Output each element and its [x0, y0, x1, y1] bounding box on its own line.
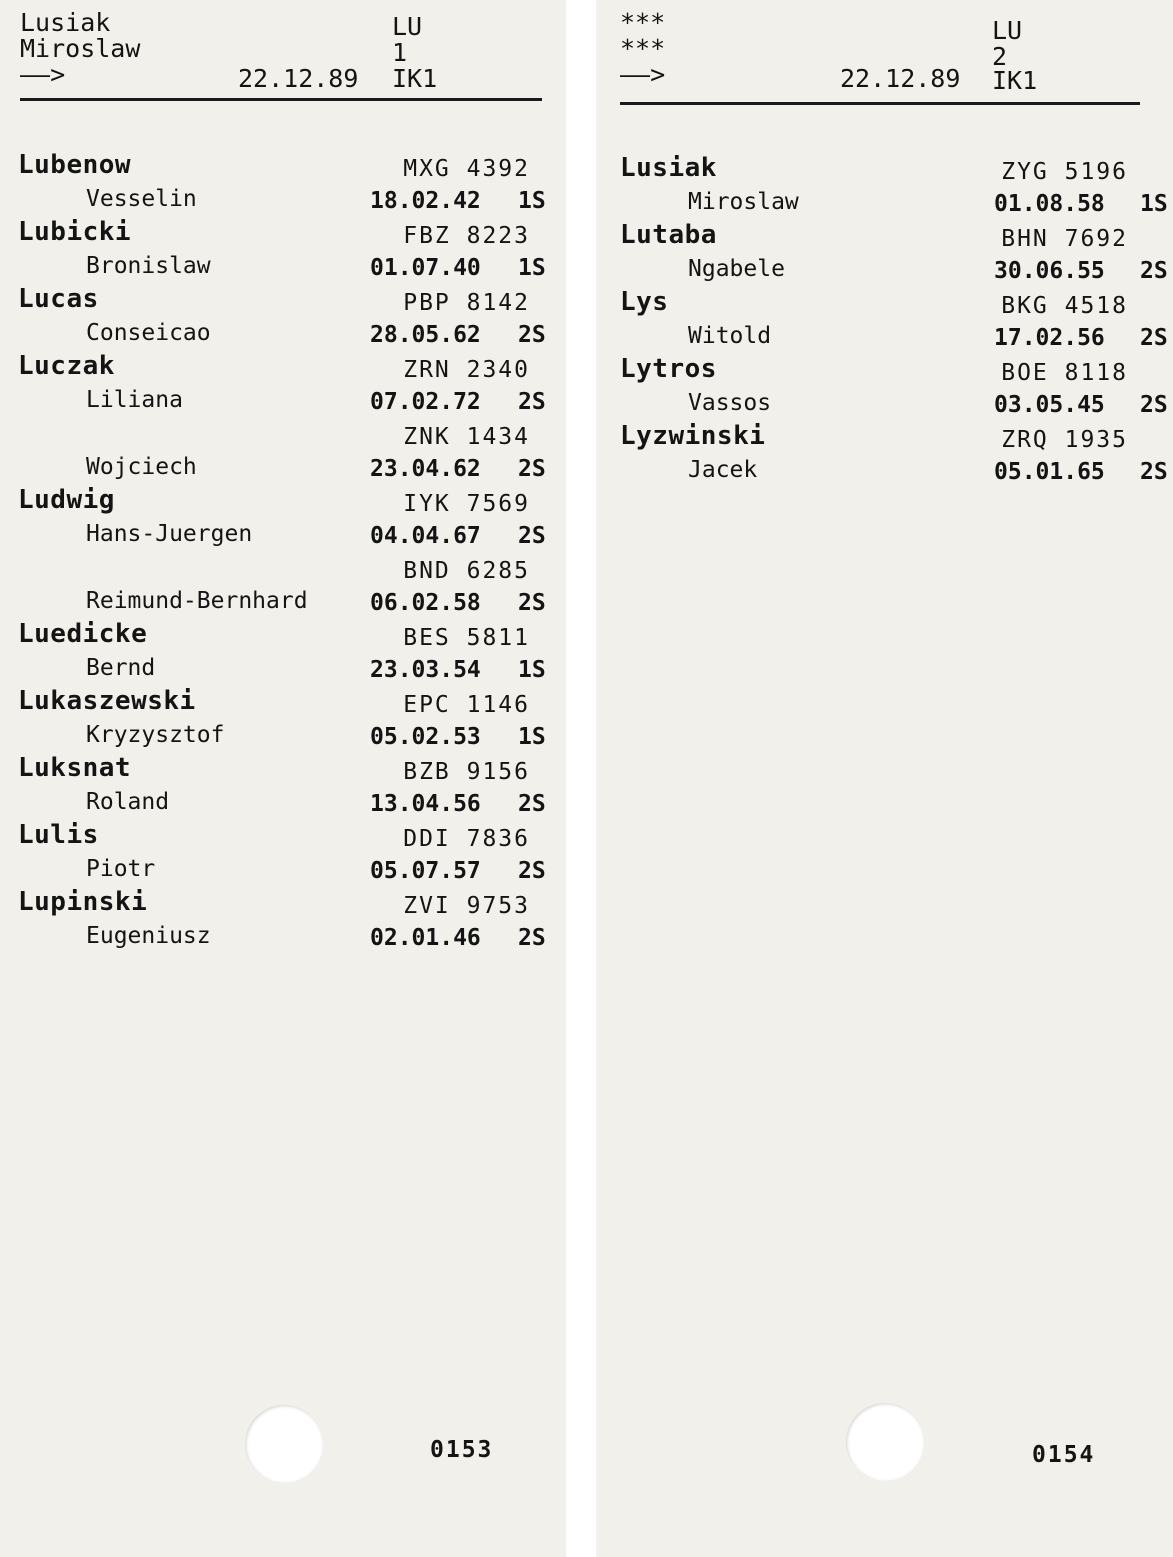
given-name: Witold [688, 323, 772, 349]
surname: Lupinski [18, 887, 148, 917]
page-number: 0153 [430, 1437, 494, 1463]
record-code: BHN 7692 [1001, 226, 1128, 252]
list-item [620, 421, 1168, 488]
record-code: EPC 1146 [403, 692, 530, 718]
surname: Lukaszewski [18, 686, 196, 716]
class-code: 1S [518, 255, 546, 281]
class-code: 2S [518, 791, 546, 817]
header-date: 22.12.89 [238, 64, 359, 93]
record-code: BND 6285 [403, 558, 530, 584]
record-code: ZNK 1434 [403, 424, 530, 450]
list-item [18, 820, 558, 887]
list-item [18, 418, 558, 485]
list-item [18, 284, 558, 351]
surname: Luczak [18, 351, 115, 381]
given-name: Vassos [688, 390, 772, 416]
record-code: BES 5811 [403, 625, 530, 651]
record-code: ZVI 9753 [403, 893, 530, 919]
list-item [18, 552, 558, 619]
class-code: 2S [1140, 392, 1168, 418]
birth-date: 30.06.55 [994, 258, 1105, 284]
surname: Lytros [620, 354, 717, 384]
class-code: 1S [518, 188, 546, 214]
header-code-line3: IK1 [392, 64, 438, 93]
class-code: 2S [518, 590, 546, 616]
list-item [620, 287, 1168, 354]
given-name: Liliana [86, 387, 183, 413]
birth-date: 02.01.46 [370, 925, 481, 951]
given-name: Bernd [86, 655, 156, 681]
surname: Luksnat [18, 753, 132, 783]
header-code-line1: LU [992, 16, 1023, 45]
page-number: 0154 [1032, 1442, 1096, 1468]
surname: Lubenow [18, 150, 132, 180]
birth-date: 18.02.42 [370, 188, 481, 214]
header-code-line1: LU [392, 12, 423, 41]
entry-list [18, 150, 558, 954]
given-name: Kryzysztof [86, 722, 225, 748]
birth-date: 03.05.45 [994, 392, 1105, 418]
header-rule [620, 102, 1140, 105]
surname: Luedicke [18, 619, 148, 649]
surname: Lyzwinski [620, 421, 766, 451]
header-arrow: ——> [20, 60, 66, 89]
list-item [18, 887, 558, 954]
given-name: Vesselin [86, 186, 197, 212]
list-item [620, 354, 1168, 421]
header-code-line3: IK1 [992, 66, 1038, 95]
given-name: Bronislaw [86, 253, 211, 279]
given-name: Reimund-Bernhard [86, 588, 308, 614]
class-code: 1S [518, 657, 546, 683]
birth-date: 01.08.58 [994, 191, 1105, 217]
record-code: IYK 7569 [403, 491, 530, 517]
header-rule [20, 98, 542, 101]
record-code: DDI 7836 [403, 826, 530, 852]
given-name: Hans-Juergen [86, 521, 253, 547]
right-sheet [596, 0, 1173, 1557]
header-name-line2: Miroslaw [20, 34, 141, 63]
surname: Lulis [18, 820, 99, 850]
list-item [18, 351, 558, 418]
surname: Lys [620, 287, 669, 317]
birth-date: 05.01.65 [994, 459, 1105, 485]
list-item [18, 485, 558, 552]
surname: Lusiak [620, 153, 717, 183]
list-item [620, 220, 1168, 287]
header-name-line1: Lusiak [20, 8, 111, 37]
class-code: 2S [518, 925, 546, 951]
birth-date: 01.07.40 [370, 255, 481, 281]
birth-date: 13.04.56 [370, 791, 481, 817]
birth-date: 17.02.56 [994, 325, 1105, 351]
given-name: Jacek [688, 457, 758, 483]
given-name: Wojciech [86, 454, 197, 480]
class-code: 2S [1140, 325, 1168, 351]
given-name: Conseicao [86, 320, 211, 346]
header-code-line2: 1 [392, 38, 408, 67]
surname: Lutaba [620, 220, 717, 250]
punch-hole [846, 1403, 924, 1481]
birth-date: 04.04.67 [370, 523, 481, 549]
birth-date: 23.04.62 [370, 456, 481, 482]
header-date: 22.12.89 [840, 64, 961, 93]
record-code: FBZ 8223 [403, 223, 530, 249]
class-code: 2S [518, 389, 546, 415]
record-code: BOE 8118 [1001, 360, 1128, 386]
header-arrow: ——> [620, 60, 666, 89]
punch-hole [245, 1405, 323, 1483]
entry-list [620, 153, 1168, 488]
list-item [18, 217, 558, 284]
given-name: Eugeniusz [86, 923, 211, 949]
class-code: 2S [1140, 459, 1168, 485]
class-code: 1S [1140, 191, 1168, 217]
record-code: ZRN 2340 [403, 357, 530, 383]
class-code: 2S [518, 456, 546, 482]
surname: Ludwig [18, 485, 115, 515]
record-code: ZRQ 1935 [1001, 427, 1128, 453]
record-code: ZYG 5196 [1001, 159, 1128, 185]
given-name: Ngabele [688, 256, 785, 282]
given-name: Piotr [86, 856, 156, 882]
record-code: BZB 9156 [403, 759, 530, 785]
header-name-line1: *** [620, 8, 666, 37]
given-name: Miroslaw [688, 189, 799, 215]
birth-date: 05.02.53 [370, 724, 481, 750]
left-sheet [0, 0, 566, 1557]
list-item [18, 619, 558, 686]
header-name-line2: *** [620, 34, 666, 63]
birth-date: 06.02.58 [370, 590, 481, 616]
header-code-line2: 2 [992, 42, 1008, 71]
birth-date: 28.05.62 [370, 322, 481, 348]
class-code: 1S [518, 724, 546, 750]
list-item [18, 753, 558, 820]
class-code: 2S [518, 523, 546, 549]
list-item [620, 153, 1168, 220]
record-code: MXG 4392 [403, 156, 530, 182]
list-item [18, 150, 558, 217]
class-code: 2S [1140, 258, 1168, 284]
class-code: 2S [518, 858, 546, 884]
surname: Lucas [18, 284, 99, 314]
class-code: 2S [518, 322, 546, 348]
record-code: PBP 8142 [403, 290, 530, 316]
record-code: BKG 4518 [1001, 293, 1128, 319]
birth-date: 05.07.57 [370, 858, 481, 884]
given-name: Roland [86, 789, 170, 815]
birth-date: 07.02.72 [370, 389, 481, 415]
list-item [18, 686, 558, 753]
birth-date: 23.03.54 [370, 657, 481, 683]
surname: Lubicki [18, 217, 132, 247]
